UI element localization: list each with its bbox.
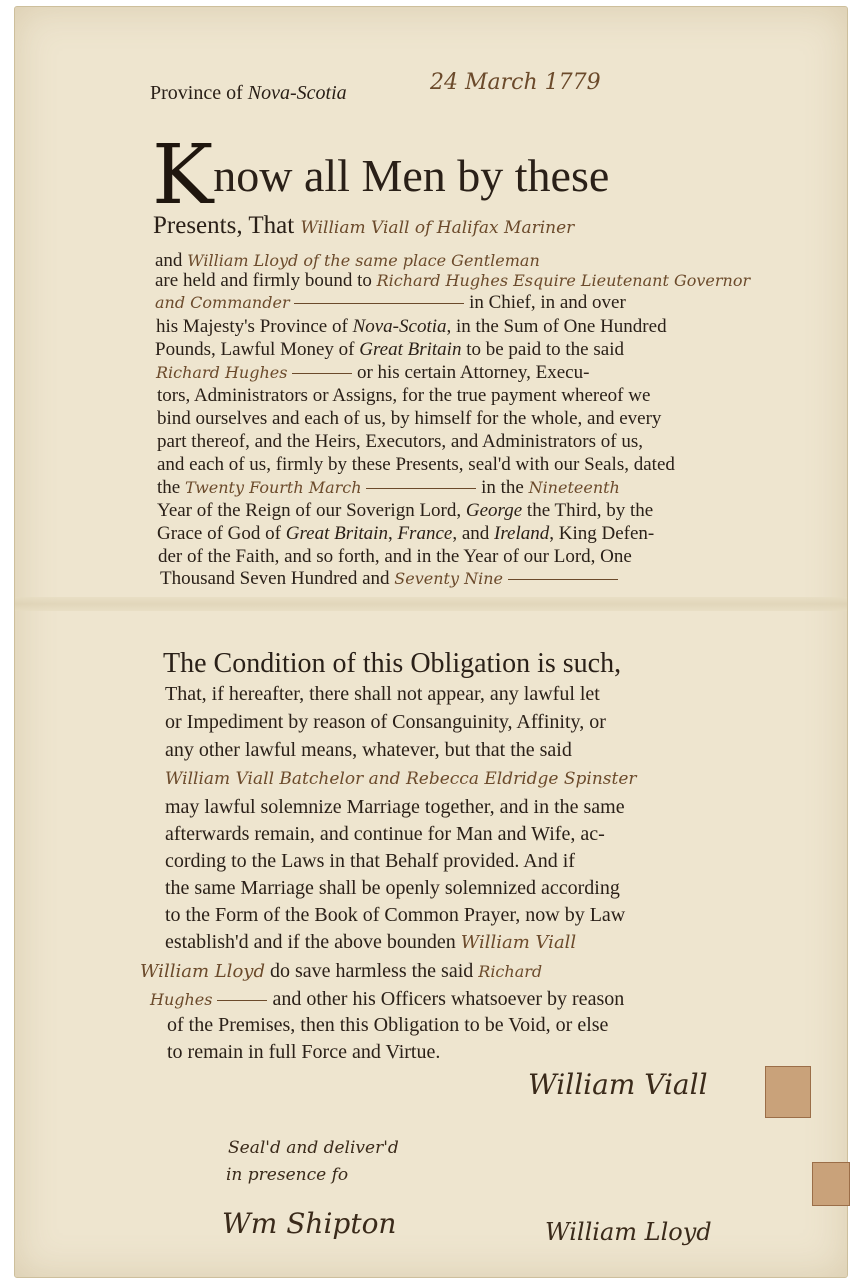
blank-rule [217,1000,267,1001]
reign-text: Year of the Reign of our Soverign Lord, [157,500,462,521]
in-chief-text: in Chief, in and over [469,292,626,313]
bond-line-3 [155,270,750,292]
condition-line-10 [165,931,576,954]
condition-line-1: That, if hereafter, there shall not appear, any lawful let [165,683,600,705]
bond-title [152,128,610,223]
bounden-name-2: William Lloyd [140,961,265,982]
ireland-text: Ireland [494,523,550,544]
attorney-text: or his certain Attorney, Execu- [356,362,590,383]
wax-seal-lower [812,1162,850,1206]
bond-line-11: and each of us, firmly by these Presents, seal'd with our Seals, dated [157,454,675,475]
king-text: , King Defen- [549,523,655,544]
george-text: George [465,500,523,521]
bond-line-2 [155,250,540,272]
great-britain-text: Great Britain [359,339,462,360]
bond-line-16 [160,568,618,590]
blank-rule [292,373,352,374]
presents-that: Presents, That [153,212,295,239]
condition-line-12 [150,988,624,1011]
year-written: Seventy Nine [394,569,503,588]
date-annotation: 24 March 1779 [430,70,601,95]
condition-line-5: may lawful solemnize Marriage together, and in the same [165,796,625,818]
obligee-title: and Commander [155,293,290,312]
condition-line-13: of the Premises, then this Obligation to be Void, or else [167,1014,609,1036]
blank-rule [508,579,618,580]
bond-line-12 [157,477,620,499]
and-text: , and [452,523,490,544]
obligor-1-name: William Viall of Halifax Mariner [300,218,575,238]
thousand-text: Thousand Seven Hundred and [160,568,390,589]
paid-text: to be paid to the said [466,339,624,360]
reign-year: Nineteenth [528,478,620,497]
comma: , [387,523,393,544]
condition-title: The Condition of this Obligation is such, [163,648,622,679]
bond-line-1 [153,212,574,240]
officers-text: and other his Officers whatsoever by reason [272,988,625,1010]
sum-text: , in the Sum of One Hundred [446,316,667,337]
bounden-name-1: William Viall [460,932,577,953]
blank-rule [366,488,476,489]
condition-line-3: any other lawful means, whatever, but that the said [165,739,572,761]
couple-names: William Viall Batchelor and Rebecca Eldridge Spinster [165,769,637,789]
signature-william-lloyd: William Lloyd [545,1218,712,1246]
witness-signature: Wm Shipton [222,1207,397,1240]
province-name: Nova-Scotia [247,82,347,104]
obligee-name-2: Richard Hughes [156,363,288,382]
drop-cap: K [152,128,214,223]
bond-line-5 [156,316,667,338]
condition-line-2: or Impediment by reason of Consanguinity, Affinity, or [165,711,606,733]
bond-line-8: tors, Administrators or Assigns, for the true payment whereof we [157,385,651,406]
save-harmless-text: do save harmless the said [269,960,474,982]
in-the-text: in the [481,477,524,498]
bond-line-15: der of the Faith, and so forth, and in the Year of our Lord, One [158,546,632,567]
condition-line-14: to remain in full Force and Virtue. [167,1041,441,1063]
witness-label-1: Seal'd and deliver'd [228,1138,399,1158]
condition-line-6: afterwards remain, and continue for Man and Wife, ac- [165,823,605,845]
great-britain-text-2: Great Britain [285,523,388,544]
bond-line-7 [156,362,589,384]
bond-line-6 [155,339,624,361]
third-text: the Third, by the [526,500,654,521]
nova-scotia-text: Nova-Scotia [352,316,447,337]
obligee-name: Richard Hughes Esquire Lieutenant Governor [376,271,751,290]
harmless-surname: Hughes [150,990,213,1009]
witness-label-2: in presence fo [226,1165,349,1185]
bond-line-13 [157,500,653,522]
condition-line-7: cording to the Laws in that Behalf provided. And if [165,850,575,872]
province-heading [150,82,347,105]
title-text: now all Men by these [213,150,610,201]
bond-line-14 [157,523,654,545]
wax-seal-upper [765,1066,811,1118]
province-text: his Majesty's Province of [156,316,348,337]
pounds-text: Pounds, Lawful Money of [155,339,355,360]
paper-fold [15,597,847,611]
obligor-2-name: William Lloyd of the same place Gentleman [187,251,540,270]
france-text: France [397,523,453,544]
the-word: the [157,477,181,498]
condition-line-11 [140,960,542,983]
condition-line-8: the same Marriage shall be openly solemnized according [165,877,620,899]
grace-text: Grace of God of [157,523,281,544]
province-prefix: Province of [150,82,243,104]
bond-line-4 [155,292,626,314]
date-day-month: Twenty Fourth March [184,478,362,497]
held-bound-text: are held and firmly bound to [155,270,372,291]
harmless-name: Richard [478,962,543,981]
blank-rule [294,303,464,304]
bounden-text: establish'd and if the above bounden [165,931,456,953]
condition-line-9: to the Form of the Book of Common Prayer, now by Law [165,904,626,926]
signature-william-viall: William Viall [528,1068,708,1101]
and-word: and [155,250,183,271]
bond-line-9: bind ourselves and each of us, by himself for the whole, and every [157,408,662,429]
bond-line-10: part thereof, and the Heirs, Executors, and Administrators of us, [157,431,643,452]
